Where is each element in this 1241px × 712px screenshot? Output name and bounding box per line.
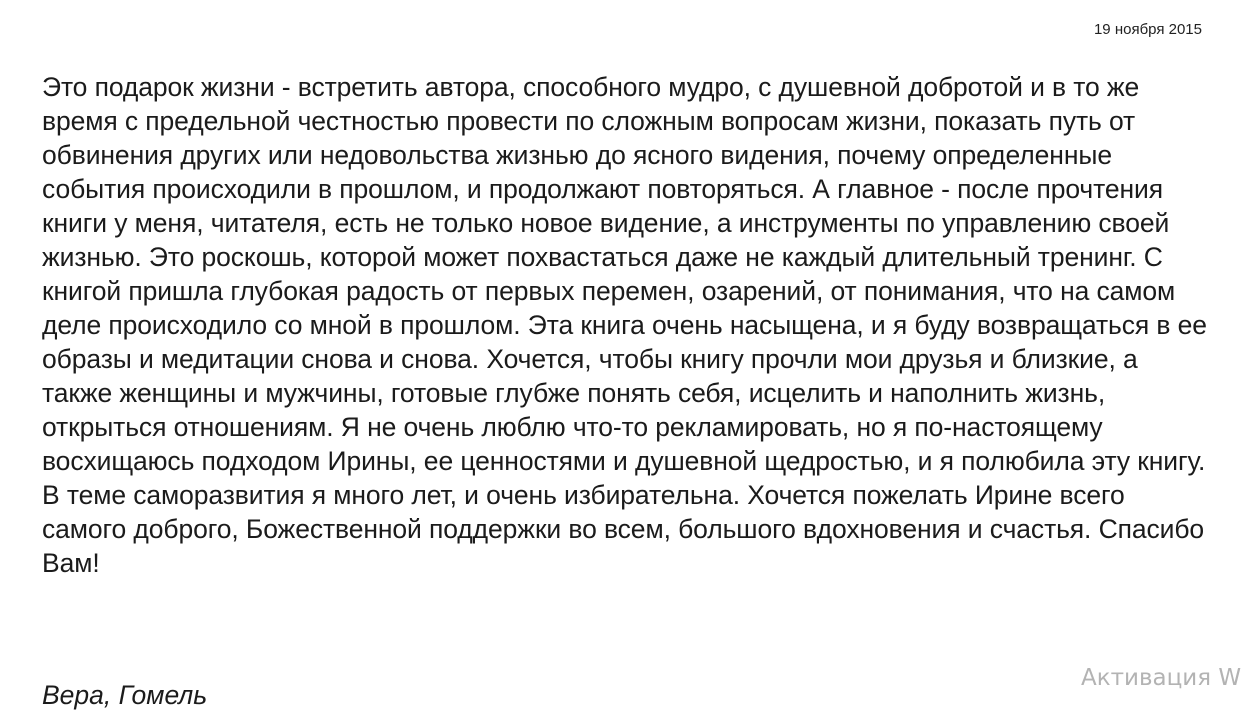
windows-activation-watermark: Активация W (1081, 665, 1241, 691)
review-author: Вера, Гомель (42, 680, 208, 710)
review-text: Это подарок жизни - встретить автора, способного мудро, с душевной добротой и в то же время с предельной честностью провести по сложным вопросам жизни, показать путь от обвинения других или недовольства жизнью до ясного видения, почему определенные события происходили в прошлом, и продолжают повторяться. А главное - после прочтения книги у меня, читателя, есть не только новое видение, а инструменты по управлению своей жизнью. Это роскошь, которой может похвастаться даже не каждый длительный тренинг. С книгой пришла глубокая радость от первых перемен, озарений, от понимания, что на самом деле происходило со мной в прошлом. Эта книга очень насыщена, и я буду возвращаться в ее образы и медитации снова и снова. Хочется, чтобы книгу прочли мои друзья и близкие, а также женщины и мужчины, готовые глубже понять себя, исцелить и наполнить жизнь, открыться отношениям. Я не очень люблю что-то рекламировать, но я по-настоящему восхищаюсь подходом Ирины, ее ценностями и душевной щедростью, и я полюбила эту книгу. В теме саморазвития я много лет, и очень избирательна. Хочется пожелать Ирине всего самого доброго, Божественной поддержки во всем, большого вдохновения и счастья. Спасибо Вам! (42, 72, 1207, 578)
review-date: 19 ноября 2015 (1093, 21, 1202, 38)
